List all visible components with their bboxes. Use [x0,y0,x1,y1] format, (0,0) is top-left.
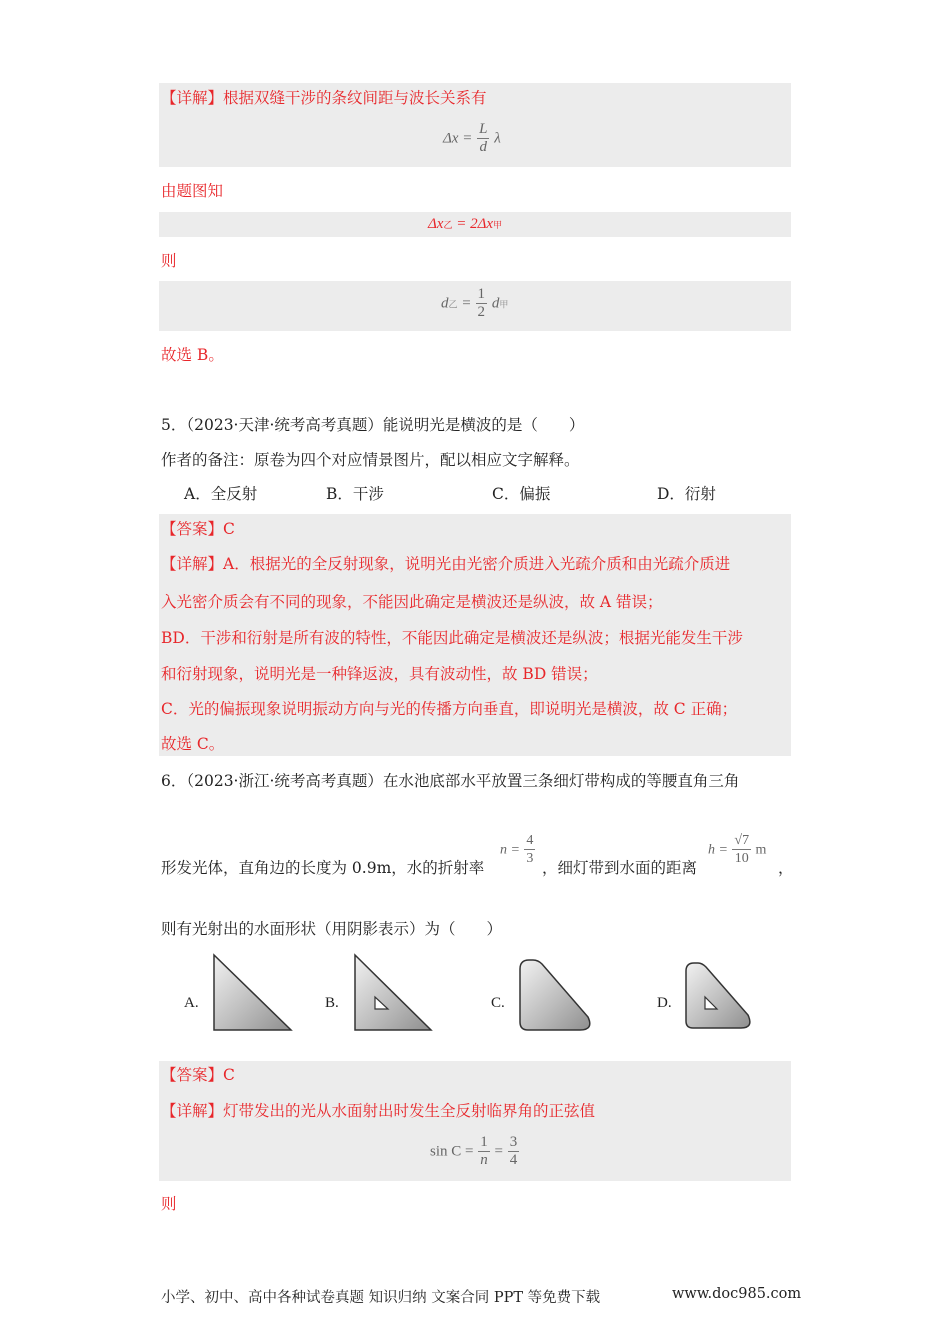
q5-detail-line: C．光的偏振现象说明振动方向与光的传播方向垂直，即说明光是横波，故 C 正确； [161,700,738,718]
q5-stem: 5．（2023·天津·统考高考真题）能说明光是横波的是（ ） [161,416,585,434]
q6-stem-line2b: ，细灯带到水面的距离 [542,859,698,877]
q5-note: 作者的备注：原卷为四个对应情景图片，配以相应文字解释。 [161,451,580,469]
q6-answer [161,1065,235,1085]
option-a-triangle[interactable] [214,955,291,1030]
q6-stem-line1: 6．（2023·浙江·统考高考真题）在水池底部水平放置三条细灯带构成的等腰直角三角 [161,772,740,790]
detail-label: 【详解】 [161,89,224,107]
q5-option-c: C．偏振 [492,485,551,503]
option-b-label: B. [325,995,339,1011]
option-d-rounded-triangle[interactable] [686,963,750,1028]
q5-detail-line: 故选 C。 [161,735,225,753]
answer-value: C [223,520,235,538]
detail-label: 【详解】 [161,555,224,573]
q5-detail-line: 入光密介质会有不同的现象，不能因此确定是横波还是纵波，故 A 错误； [161,593,663,611]
q6-detail-line: 【详解】灯带发出的光从水面射出时发生全反射临界角的正弦值 [161,1102,596,1120]
q5-option-a: A．全反射 [184,485,258,503]
footer-text: 小学、初中、高中各种试卷真题 知识归纳 文案合同 PPT 等免费下载 [161,1290,601,1306]
q6-stem-line2c: ， [778,859,794,877]
q5-option-d: D．衍射 [657,485,716,503]
option-a-label: A. [184,995,199,1011]
answer-label: 【答案】 [161,1066,224,1084]
formula-h: h = $\frac{√7}{10}$ m [708,833,767,866]
q6-option-figures [150,945,810,1040]
formula-delta-x-ratio: Δx乙 = 2Δx甲 [428,216,503,232]
q5-detail-line: BD．干涉和衍射是所有波的特性，不能因此确定是横波还是纵波；根据光能发生干涉 [161,629,743,647]
footer-link[interactable]: www.doc985.com [672,1286,802,1302]
option-d-label: D. [657,995,672,1011]
answer-label: 【答案】 [161,520,224,538]
q5-option-b: B．干涉 [326,485,384,503]
formula-d: d乙 = $\frac{1}{2}$ d甲 [441,286,509,320]
formula-sin-c: sin C = $\frac{1}{n}$ = $\frac{3}{4}$ [430,1134,518,1168]
answer-value: C [223,1066,235,1084]
q6-stem-line3: 则有光射出的水面形状（用阴影表示）为（ ） [161,920,503,938]
q6-stem-line2a: 形发光体，直角边的长度为 0.9m，水的折射率 [161,859,485,877]
q6-then: 则 [161,1195,177,1213]
option-c-label: C. [491,995,505,1011]
text-from-figure: 由题图知 [161,182,224,200]
text-then: 则 [161,252,177,270]
option-b-triangle[interactable] [355,955,431,1030]
formula-n: n = $\frac{4}{3}$ [500,833,534,866]
q5-detail-line: 【详解】A．根据光的全反射现象，说明光由光密介质进入光疏介质和由光疏介质进 [161,555,731,573]
formula-delta-x: Δx = $\frac{L}{d}$ λ [443,121,501,155]
detail-label: 【详解】 [161,1102,224,1120]
detail-line: 【详解】根据双缝干涉的条纹间距与波长关系有 [161,89,487,107]
q5-answer [161,519,235,539]
q5-detail-line: 和衍射现象，说明光是一种锋返波，具有波动性，故 BD 错误； [161,665,598,683]
conclusion-b: 故选 B。 [161,346,224,364]
option-c-rounded-triangle[interactable] [520,960,590,1030]
